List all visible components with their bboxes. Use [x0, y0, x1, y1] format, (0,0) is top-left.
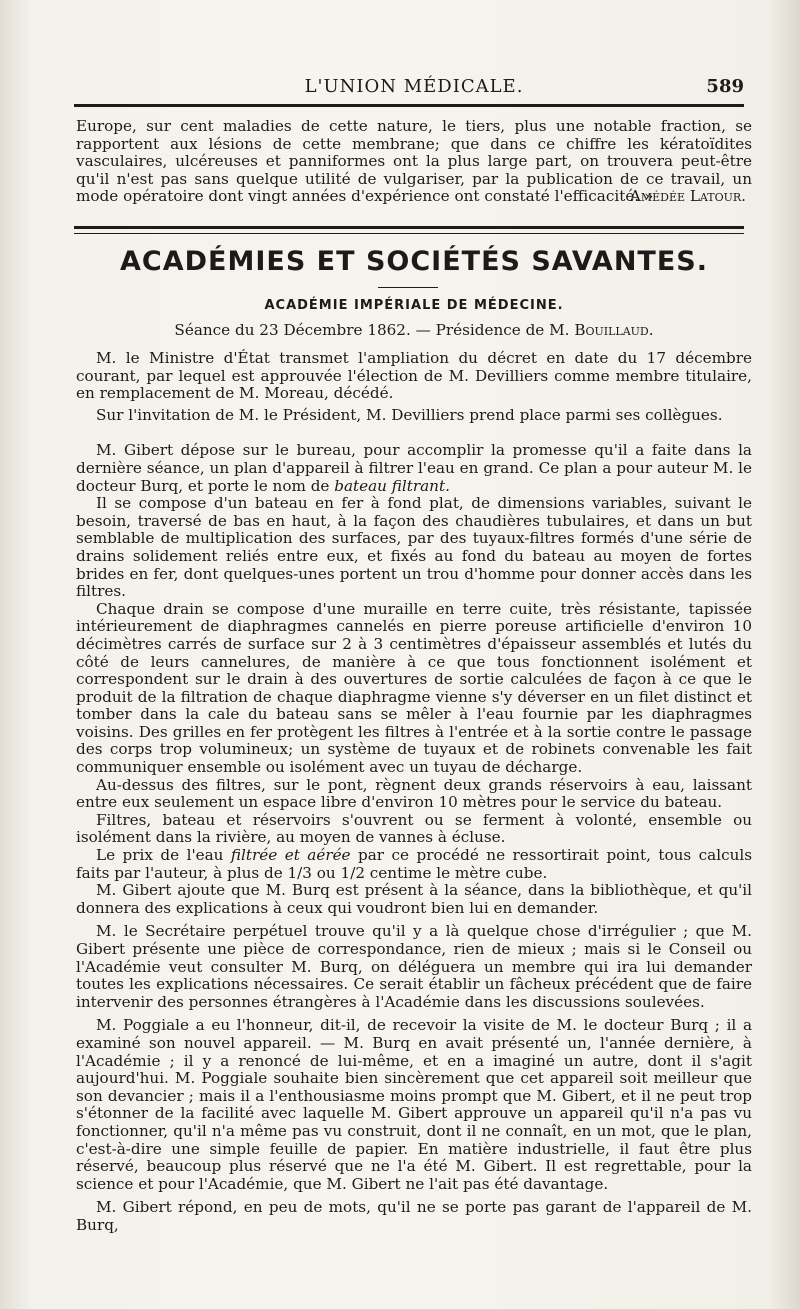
page-header: [74, 72, 754, 102]
paragraph-gibert-ajoute: M. Gibert ajoute que M. Burq est présent à la séance, dans la bibliothèque, et qu'il donnera des explications à ceux qui voudront bien lui en demander.: [76, 881, 752, 917]
paragraph-prix-start: Le prix de l'eau: [96, 846, 231, 865]
section-divider-bottom: [74, 233, 744, 234]
bateau-filtrant-term: bateau filtrant.: [334, 476, 450, 495]
filtree-aeree-term: filtrée et aérée: [230, 846, 351, 865]
subsection-title: ACADÉMIE IMPÉRIALE DE MÉDECINE.: [264, 298, 564, 313]
paragraph-reservoirs: Au-dessus des filtres, sur le pont, règnent deux grands réservoirs à eau, laissant entre eux seulement un espace libre d'environ 10 mètres pour le service du bateau.: [76, 775, 752, 812]
paragraph-poggiale: M. Poggiale a eu l'honneur, dit-il, de recevoir la visite de M. le docteur Burq ; il a examiné son nouvel appareil. — M. Burq en avait présenté un, l'année dernière, à l'Académie ; il y a renoncé de lui-même, et en a imaginé un autre, dont il s'agit aujourd'hui. M. Poggiale souhaite bien sincèrement que cet appareil soit meilleur que son devancier ; mais il a l'enthousiasme moins prompt que M. Gibert, et il ne peut trop s'étonner de la facilité avec laquelle M. Gibert approuve un appareil qu'il n'a pas vu fonctionner, qu'il n'a même pas vu construit, dont il ne connaît, en un mot, que le plan, c'est-à-dire une simple feuille de papier. En matière industrielle, il faut être plus réservé, beaucoup plus réservé que ne l'a été M. Gibert. Il est regrettable, pour la science et pour l'Académie, que M. Gibert ne l'ait pas été davantage.: [76, 1016, 752, 1193]
signature: Amédée Latour.: [629, 187, 746, 206]
president-name: Bouillaud.: [574, 321, 654, 339]
title-short-rule: [378, 287, 438, 288]
session-line: [76, 321, 752, 339]
header-rule: [74, 104, 744, 107]
intro-paragraph: Europe, sur cent maladies de cette nature, le tiers, plus une notable fraction, se rapportent aux lésions de cette membrane; que dans ce chiffre les kératoïdites vasculaires, ulcéreuses et panniformes ont la plus large part, on trouvera peut-être qu'il n'est pas sans quelque utilité de vulgariser, par la publication de ce travail, un mode opératoire dont vingt années d'expérience ont constaté l'efficacité. »: [76, 117, 752, 206]
paragraph-invitation: Sur l'invitation de M. le Président, M. Devilliers prend place parmi ses collègues.: [96, 405, 723, 424]
paragraph-prix-end: par ce procédé ne ressortirait point, tous calculs faits par l'auteur, à plus de 1/3 ou 1/2 centime le mètre cube.: [76, 846, 753, 882]
paragraph-gibert-repond: M. Gibert répond, en peu de mots, qu'il ne se porte pas garant de l'appareil de M. Burq,: [76, 1198, 752, 1234]
intro-block: [76, 118, 752, 206]
article-body: [76, 350, 752, 1235]
paragraph-gibert-plan: [76, 442, 752, 495]
section-divider-top: [74, 226, 744, 229]
paragraph-filtres: Filtres, bateau et réservoirs s'ouvrent ou se ferment à volonté, ensemble ou isolément dans la rivière, au moyen de vannes à écluse.: [76, 810, 752, 847]
paragraph-drain: Chaque drain se compose d'une muraille en terre cuite, très résistante, tapissée intérieurement de diaphragmes cannelés en pierre poreuse artificielle d'environ 10 décimètres carrés de surface sur 2 à 3 centimètres d'épaisseur assemblés et lutés du côté de leurs cannelures, de manière à ce que tous fonctionnent isolément et correspondent sur le drain à des ouvertures de sortie calculées de façon à ce que le produit de la filtration de chaque diaphragme vienne s'y déverser en un filet distinct et tomber dans la cale du bateau sans se mêler à l'eau fournie par les diaphragmes voisins. Des grilles en fer protègent les filtres à l'entrée et à la sortie contre le passage des corps trop volumineux; un système de tuyaux et de robinets convenable les fait communiquer ensemble ou isolément avec un tuyau de décharge.: [76, 599, 752, 777]
section-title: ACADÉMIES ET SOCIÉTÉS SAVANTES.: [120, 246, 708, 277]
paragraph-composition: Il se compose d'un bateau en fer à fond plat, de dimensions variables, suivant le besoin, traversé de bas en haut, à la façon des chaudières tubulaires, et dans un but semblable de multiplication des surfaces, par des tuyaux-filtres formés d'une série de drains solidement reliés entre eux, et fixés au fond du bateau au moyen de fortes brides en fer, dont quelques-unes portent un trou d'homme pour donner accès dans les filtres.: [76, 494, 752, 601]
session-label: Séance du 23 Décembre 1862. — Présidence de M.: [174, 321, 575, 339]
paragraph-ministre: M. le Ministre d'État transmet l'ampliation du décret en date du 17 décembre courant, par lequel est approuvée l'élection de M. Devilliers comme membre titulaire, en remplacement de M. Moreau, décédé.: [76, 349, 752, 403]
running-title: L'UNION MÉDICALE.: [304, 76, 524, 97]
paragraph-gibert-plan-text: M. Gibert dépose sur le bureau, pour accomplir la promesse qu'il a faite dans la dernière séance, un plan d'appareil à filtrer l'eau en grand. Ce plan a pour auteur M. le docteur Burq, et porte le nom de: [76, 441, 752, 495]
paragraph-prix: [76, 847, 752, 882]
paragraph-secretaire: M. le Secrétaire perpétuel trouve qu'il y a là quelque chose d'irrégulier ; que M. Gibert présente une pièce de correspondance, rien de mieux ; mais si le Conseil ou l'Académie veut consulter M. Burq, on déléguera un membre qui ira lui demander toutes les explications nécessaires. Ce serait établir un fâcheux précédent que de faire intervenir des personnes étrangères à l'Académie dans les discussions soulevées.: [76, 922, 752, 1011]
page-number: 589: [706, 76, 744, 97]
